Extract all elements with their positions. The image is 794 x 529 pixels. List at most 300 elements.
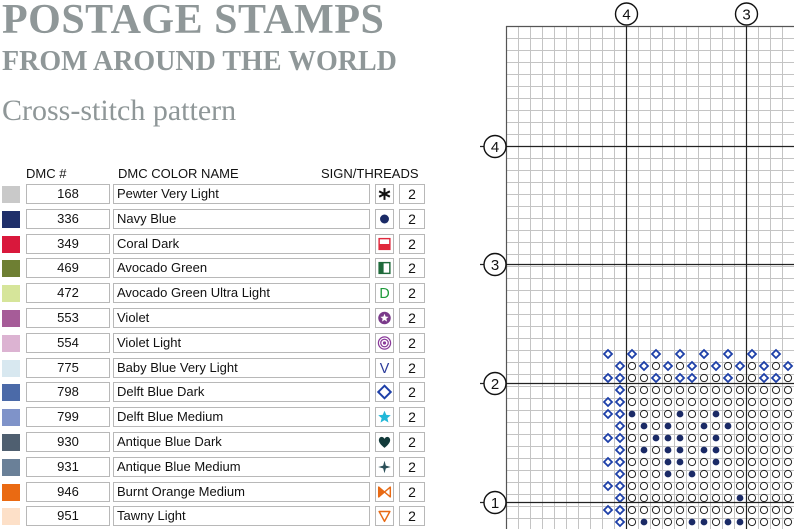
stitch-ring [640, 458, 647, 465]
stitch-ring [724, 458, 731, 465]
color-swatch [2, 459, 20, 476]
stitch-ring [724, 398, 731, 405]
stitch-ring [688, 506, 695, 513]
stitch-ring [736, 458, 743, 465]
stitch-diamond [652, 374, 660, 382]
stitch-ring [700, 374, 707, 381]
stitch-ring [712, 374, 719, 381]
stitch-diamond [616, 422, 624, 430]
stitch-filled-dot [641, 447, 648, 454]
dmc-number-cell: 472 [26, 283, 110, 303]
stitch-diamond [772, 374, 780, 382]
page-title: POSTAGE STAMPS [2, 0, 385, 43]
stitch-ring [736, 410, 743, 417]
stitch-ring [760, 446, 767, 453]
thread-count-cell: 2 [399, 258, 425, 278]
heart-icon [375, 432, 394, 452]
stitch-diamond [616, 362, 624, 370]
stitch-ring [652, 410, 659, 417]
stitch-filled-dot [677, 411, 684, 418]
stitch-ring [640, 386, 647, 393]
svg-text:V: V [379, 360, 390, 377]
stitch-ring [748, 362, 755, 369]
color-swatch [2, 260, 20, 277]
stitch-ring [772, 458, 779, 465]
stitch-filled-dot [665, 471, 672, 478]
bowtie-icon [375, 482, 394, 502]
stitch-filled-dot [701, 519, 708, 526]
stitch-diamond [748, 350, 756, 358]
stitch-ring [772, 386, 779, 393]
stitch-ring [772, 362, 779, 369]
stitch-ring [688, 446, 695, 453]
stitch-ring [640, 506, 647, 513]
stitch-filled-dot [677, 447, 684, 454]
grid-row-marker: 2 [490, 376, 500, 393]
color-name-cell: Tawny Light [113, 506, 370, 526]
color-swatch [2, 384, 20, 401]
stitch-diamond [760, 362, 768, 370]
stitch-diamond [700, 350, 708, 358]
stitch-ring [664, 506, 671, 513]
stitch-diamond [616, 446, 624, 454]
thread-count-cell: 2 [399, 209, 425, 229]
grid-row-marker: 4 [490, 139, 500, 156]
thread-count-cell: 2 [399, 234, 425, 254]
stitch-ring [688, 410, 695, 417]
stitch-ring [736, 422, 743, 429]
stitch-ring [724, 494, 731, 501]
star-icon [375, 407, 394, 427]
stitch-ring [676, 470, 683, 477]
stitch-ring [700, 362, 707, 369]
thread-count-cell: 2 [399, 283, 425, 303]
stitch-ring [784, 374, 791, 381]
dmc-number-cell: 930 [26, 432, 110, 452]
stitch-diamond [616, 386, 624, 394]
stitch-diamond [616, 518, 624, 526]
stitch-ring [748, 482, 755, 489]
color-name-cell: Baby Blue Very Light [113, 358, 370, 378]
stitch-diamond [652, 350, 660, 358]
stitch-diamond [640, 362, 648, 370]
grid-column-marker: 3 [742, 6, 751, 24]
stitch-ring [676, 506, 683, 513]
stitch-ring [748, 458, 755, 465]
stitch-ring [688, 422, 695, 429]
stitch-ring [700, 506, 707, 513]
stitch-filled-dot [641, 423, 648, 430]
stitch-ring [748, 374, 755, 381]
stitch-diamond [616, 434, 624, 442]
grid-column-marker: 4 [622, 6, 631, 24]
stitch-ring [784, 482, 791, 489]
stitch-ring [760, 386, 767, 393]
stitch-ring [688, 482, 695, 489]
stitch-ring [772, 398, 779, 405]
stitch-filled-dot [713, 447, 720, 454]
stitch-ring [724, 446, 731, 453]
legend-row [0, 456, 440, 480]
thread-count-cell: 2 [399, 457, 425, 477]
stitch-ring [676, 422, 683, 429]
stitch-ring [700, 470, 707, 477]
color-swatch [2, 434, 20, 451]
stitch-ring [700, 410, 707, 417]
grid-row-marker: 1 [490, 495, 500, 512]
dmc-number-cell: 775 [26, 358, 110, 378]
stitch-diamond [616, 506, 624, 514]
legend-row [0, 233, 440, 257]
sign-threads-header: SIGN/THREADS [321, 166, 419, 181]
stitch-filled-dot [713, 459, 720, 466]
stitch-ring [628, 434, 635, 441]
thread-count-cell: 2 [399, 482, 425, 502]
stitch-ring [628, 386, 635, 393]
stitch-filled-dot [737, 519, 744, 526]
dmc-number-cell: 554 [26, 333, 110, 353]
letter-d-icon [375, 283, 394, 303]
legend-row [0, 332, 440, 356]
legend-row [0, 282, 440, 306]
stitch-ring [664, 386, 671, 393]
stitch-ring [628, 470, 635, 477]
stitch-ring [748, 422, 755, 429]
color-swatch [2, 409, 20, 426]
legend-row [0, 381, 440, 405]
stitch-ring [748, 398, 755, 405]
stitch-ring [736, 374, 743, 381]
stitch-ring [748, 434, 755, 441]
stitch-filled-dot [701, 423, 708, 430]
stitch-ring [688, 386, 695, 393]
thread-count-cell: 2 [399, 432, 425, 452]
grid-row-marker: 3 [490, 257, 500, 274]
color-name-cell: Violet [113, 308, 370, 328]
stitch-ring [664, 494, 671, 501]
stitch-ring [652, 386, 659, 393]
dmc-number-header: DMC # [26, 166, 67, 181]
stitch-ring [736, 434, 743, 441]
stitch-diamond [616, 482, 624, 490]
stitch-ring [628, 506, 635, 513]
stitch-ring [760, 422, 767, 429]
stitch-ring [652, 446, 659, 453]
stitch-ring [664, 398, 671, 405]
asterisk-icon [375, 184, 394, 204]
stitch-ring [760, 410, 767, 417]
stitch-ring [688, 458, 695, 465]
legend-row [0, 406, 440, 430]
stitch-ring [772, 518, 779, 525]
dmc-number-cell: 798 [26, 382, 110, 402]
stitch-ring [724, 362, 731, 369]
star-in-circle-icon [375, 308, 394, 328]
stitch-ring [652, 458, 659, 465]
stitch-filled-dot [713, 435, 720, 442]
stitch-ring [784, 494, 791, 501]
stitch-ring [652, 482, 659, 489]
stitch-ring [724, 410, 731, 417]
split-square-icon [375, 258, 394, 278]
stitch-ring [640, 470, 647, 477]
stitch-ring [784, 446, 791, 453]
stitch-diamond [676, 374, 684, 382]
stitch-ring [748, 446, 755, 453]
stitch-diamond [784, 362, 792, 370]
stitch-ring [640, 398, 647, 405]
stitch-ring [784, 410, 791, 417]
stitch-ring [700, 494, 707, 501]
dmc-number-cell: 349 [26, 234, 110, 254]
stitch-ring [664, 410, 671, 417]
stitch-ring [700, 386, 707, 393]
color-name-cell: Burnt Orange Medium [113, 482, 370, 502]
stitch-diamond [724, 350, 732, 358]
stitch-filled-dot [713, 411, 720, 418]
stitch-ring [784, 422, 791, 429]
stitch-ring [748, 410, 755, 417]
stitch-ring [724, 470, 731, 477]
stitch-ring [628, 458, 635, 465]
stitch-diamond [604, 410, 612, 418]
page-subtitle: FROM AROUND THE WORLD [2, 46, 397, 77]
concentric-circles-icon [375, 333, 394, 353]
stitch-ring [676, 386, 683, 393]
color-name-cell: Antique Blue Dark [113, 432, 370, 452]
stitch-filled-dot [725, 519, 732, 526]
stitch-ring [772, 494, 779, 501]
thread-count-cell: 2 [399, 407, 425, 427]
stitch-ring [652, 362, 659, 369]
color-name-cell: Avocado Green Ultra Light [113, 283, 370, 303]
dmc-number-cell: 553 [26, 308, 110, 328]
stitch-ring [676, 398, 683, 405]
color-name-cell: Coral Dark [113, 234, 370, 254]
stitch-ring [652, 422, 659, 429]
stitch-ring [712, 398, 719, 405]
stitch-ring [748, 470, 755, 477]
color-swatch [2, 360, 20, 377]
stitch-ring [772, 446, 779, 453]
stitch-ring [784, 458, 791, 465]
stitch-diamond [616, 494, 624, 502]
triangle-down-icon [375, 506, 394, 526]
stitch-ring [676, 518, 683, 525]
stitch-ring [772, 506, 779, 513]
stitch-diamond [616, 410, 624, 418]
stitch-ring [784, 506, 791, 513]
stitch-ring [784, 470, 791, 477]
stitch-diamond [688, 374, 696, 382]
stitch-ring [772, 482, 779, 489]
stitch-ring [712, 518, 719, 525]
stitch-diamond [604, 458, 612, 466]
stitch-diamond [604, 398, 612, 406]
stitch-ring [784, 518, 791, 525]
stitch-ring [664, 374, 671, 381]
stitch-ring [760, 506, 767, 513]
letter-v-icon [375, 358, 394, 378]
stitch-ring [628, 422, 635, 429]
stitch-ring [688, 434, 695, 441]
color-name-cell: Navy Blue [113, 209, 370, 229]
thread-count-cell: 2 [399, 506, 425, 526]
stitch-filled-dot [737, 495, 744, 502]
stitch-pattern-grid [470, 0, 794, 529]
stitch-ring [664, 518, 671, 525]
stitch-filled-dot [629, 411, 636, 418]
stitch-diamond [664, 362, 672, 370]
stitch-ring [652, 518, 659, 525]
stitch-diamond [616, 458, 624, 466]
dmc-number-cell: 168 [26, 184, 110, 204]
stitch-filled-dot [665, 459, 672, 466]
thread-count-cell: 2 [399, 382, 425, 402]
stitch-ring [700, 482, 707, 489]
dmc-number-cell: 946 [26, 482, 110, 502]
stitch-ring [652, 494, 659, 501]
half-filled-square-icon [375, 234, 394, 254]
color-swatch [2, 236, 20, 253]
stitch-ring [712, 494, 719, 501]
legend-row [0, 431, 440, 455]
stitch-filled-dot [725, 423, 732, 430]
thread-count-cell: 2 [399, 308, 425, 328]
stitch-diamond [616, 398, 624, 406]
stitch-ring [784, 398, 791, 405]
stitch-ring [664, 482, 671, 489]
color-swatch [2, 484, 20, 501]
stitch-ring [628, 518, 635, 525]
stitch-ring [628, 446, 635, 453]
stitch-ring [760, 482, 767, 489]
dmc-number-cell: 469 [26, 258, 110, 278]
stitch-ring [724, 482, 731, 489]
stitch-ring [676, 494, 683, 501]
stitch-ring [676, 482, 683, 489]
stitch-ring [640, 434, 647, 441]
stitch-ring [700, 458, 707, 465]
color-name-cell: Delft Blue Dark [113, 382, 370, 402]
stitch-ring [628, 362, 635, 369]
stitch-diamond [604, 350, 612, 358]
stitch-ring [760, 470, 767, 477]
color-swatch [2, 310, 20, 327]
legend-row [0, 481, 440, 505]
stitch-ring [712, 386, 719, 393]
filled-circle-icon [375, 209, 394, 229]
legend-row [0, 505, 440, 529]
stitch-filled-dot [653, 435, 660, 442]
dmc-number-cell: 336 [26, 209, 110, 229]
stitch-ring [640, 494, 647, 501]
stitch-ring [736, 386, 743, 393]
color-name-cell: Pewter Very Light [113, 184, 370, 204]
stitch-diamond [604, 482, 612, 490]
color-swatch [2, 285, 20, 302]
thread-count-cell: 2 [399, 358, 425, 378]
four-point-star-icon [375, 457, 394, 477]
stitch-ring [712, 506, 719, 513]
thread-count-cell: 2 [399, 333, 425, 353]
color-name-cell: Avocado Green [113, 258, 370, 278]
pattern-type-label: Cross-stitch pattern [2, 94, 237, 127]
color-swatch [2, 508, 20, 525]
svg-text:D: D [379, 286, 390, 303]
dmc-number-cell: 951 [26, 506, 110, 526]
stitch-diamond [604, 374, 612, 382]
stitch-ring [772, 470, 779, 477]
stitch-ring [736, 506, 743, 513]
stitch-diamond [604, 434, 612, 442]
stitch-ring [712, 422, 719, 429]
stitch-filled-dot [677, 435, 684, 442]
thread-count-cell: 2 [399, 184, 425, 204]
stitch-ring [640, 374, 647, 381]
stitch-filled-dot [701, 447, 708, 454]
legend-row [0, 183, 440, 207]
stitch-ring [652, 398, 659, 405]
stitch-ring [760, 518, 767, 525]
stitch-ring [640, 410, 647, 417]
stitch-ring [736, 470, 743, 477]
color-name-cell: Violet Light [113, 333, 370, 353]
stitch-diamond [736, 362, 744, 370]
stitch-ring [628, 482, 635, 489]
color-name-cell: Antique Blue Medium [113, 457, 370, 477]
stitch-ring [688, 494, 695, 501]
dmc-number-cell: 931 [26, 457, 110, 477]
stitch-ring [784, 386, 791, 393]
stitch-ring [736, 446, 743, 453]
dmc-color-name-header: DMC COLOR NAME [118, 166, 239, 181]
stitch-diamond [688, 362, 696, 370]
stitch-ring [724, 506, 731, 513]
stitch-ring [700, 398, 707, 405]
stitch-ring [760, 398, 767, 405]
stitch-ring [676, 362, 683, 369]
stitch-diamond [616, 470, 624, 478]
stitch-ring [700, 434, 707, 441]
stitch-ring [748, 518, 755, 525]
stitch-ring [688, 398, 695, 405]
stitch-ring [736, 482, 743, 489]
stitch-ring [652, 506, 659, 513]
diamond-outline-icon [375, 382, 394, 402]
stitch-ring [760, 458, 767, 465]
stitch-ring [760, 434, 767, 441]
stitch-ring [748, 506, 755, 513]
stitch-diamond [760, 374, 768, 382]
stitch-filled-dot [689, 471, 696, 478]
stitch-ring [760, 494, 767, 501]
stitch-ring [712, 482, 719, 489]
stitch-ring [748, 386, 755, 393]
stitch-ring [772, 422, 779, 429]
stitch-ring [736, 398, 743, 405]
stitch-diamond [676, 350, 684, 358]
legend-row [0, 208, 440, 232]
stitch-diamond [712, 362, 720, 370]
stitch-ring [772, 410, 779, 417]
legend-row [0, 307, 440, 331]
legend-row [0, 257, 440, 281]
stitch-filled-dot [641, 519, 648, 526]
stitch-filled-dot [665, 435, 672, 442]
stitch-diamond [628, 350, 636, 358]
stitch-ring [640, 482, 647, 489]
